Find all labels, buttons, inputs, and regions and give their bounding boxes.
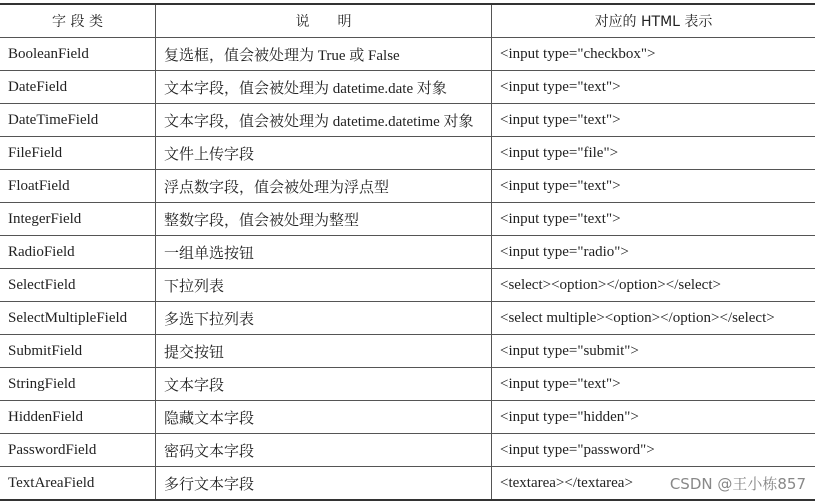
- table-row: [0, 104, 815, 137]
- field-class-cell: SelectField: [0, 269, 156, 302]
- header-html: 对应的 HTML 表示: [492, 4, 816, 38]
- html-cell: <input type="text">: [492, 203, 816, 236]
- description-cell: 整数字段，值会被处理为整型: [156, 203, 492, 236]
- description-cell: 文本字段: [156, 368, 492, 401]
- html-cell: <input type="radio">: [492, 236, 816, 269]
- field-class-cell: SubmitField: [0, 335, 156, 368]
- field-class-cell: PasswordField: [0, 434, 156, 467]
- description-cell: 多选下拉列表: [156, 302, 492, 335]
- table-row: [0, 38, 815, 71]
- description-cell: 文件上传字段: [156, 137, 492, 170]
- html-cell: <input type="checkbox">: [492, 38, 816, 71]
- description-cell: 一组单选按钮: [156, 236, 492, 269]
- table-row: [0, 434, 815, 467]
- field-class-cell: TextAreaField: [0, 467, 156, 501]
- field-class-cell: StringField: [0, 368, 156, 401]
- header-row: [0, 4, 815, 38]
- field-class-cell: RadioField: [0, 236, 156, 269]
- field-class-cell: DateTimeField: [0, 104, 156, 137]
- field-class-cell: IntegerField: [0, 203, 156, 236]
- description-cell: 提交按钮: [156, 335, 492, 368]
- table-row: [0, 71, 815, 104]
- description-cell: 多行文本字段: [156, 467, 492, 501]
- html-cell: <select><option></option></select>: [492, 269, 816, 302]
- html-cell: <input type="text">: [492, 71, 816, 104]
- table-row: [0, 302, 815, 335]
- html-cell: <input type="text">: [492, 104, 816, 137]
- table-row: [0, 236, 815, 269]
- field-types-table: [0, 3, 815, 501]
- html-cell: <input type="text">: [492, 170, 816, 203]
- description-cell: 文本字段，值会被处理为 datetime.date 对象: [156, 71, 492, 104]
- description-cell: 密码文本字段: [156, 434, 492, 467]
- field-class-cell: FileField: [0, 137, 156, 170]
- html-cell: <input type="text">: [492, 368, 816, 401]
- description-cell: 文本字段，值会被处理为 datetime.datetime 对象: [156, 104, 492, 137]
- description-cell: 隐藏文本字段: [156, 401, 492, 434]
- watermark: CSDN @王小栋857: [669, 475, 806, 493]
- field-class-cell: FloatField: [0, 170, 156, 203]
- field-class-cell: BooleanField: [0, 38, 156, 71]
- table-row: [0, 203, 815, 236]
- html-cell: <textarea></textarea>: [492, 467, 816, 501]
- field-class-cell: SelectMultipleField: [0, 302, 156, 335]
- table-row: [0, 170, 815, 203]
- table-row: [0, 401, 815, 434]
- html-cell: <input type="submit">: [492, 335, 816, 368]
- header-description: 说 明: [156, 4, 492, 38]
- description-cell: 下拉列表: [156, 269, 492, 302]
- html-cell: <select multiple><option></option></select>: [492, 302, 816, 335]
- html-cell: <input type="password">: [492, 434, 816, 467]
- table-row: [0, 137, 815, 170]
- table-row: [0, 335, 815, 368]
- table-row: [0, 368, 815, 401]
- description-cell: 浮点数字段，值会被处理为浮点型: [156, 170, 492, 203]
- header-field-class: 字 段 类: [0, 4, 156, 38]
- table-row: [0, 269, 815, 302]
- html-cell: <input type="hidden">: [492, 401, 816, 434]
- field-class-cell: DateField: [0, 71, 156, 104]
- description-cell: 复选框，值会被处理为 True 或 False: [156, 38, 492, 71]
- html-cell: <input type="file">: [492, 137, 816, 170]
- field-class-cell: HiddenField: [0, 401, 156, 434]
